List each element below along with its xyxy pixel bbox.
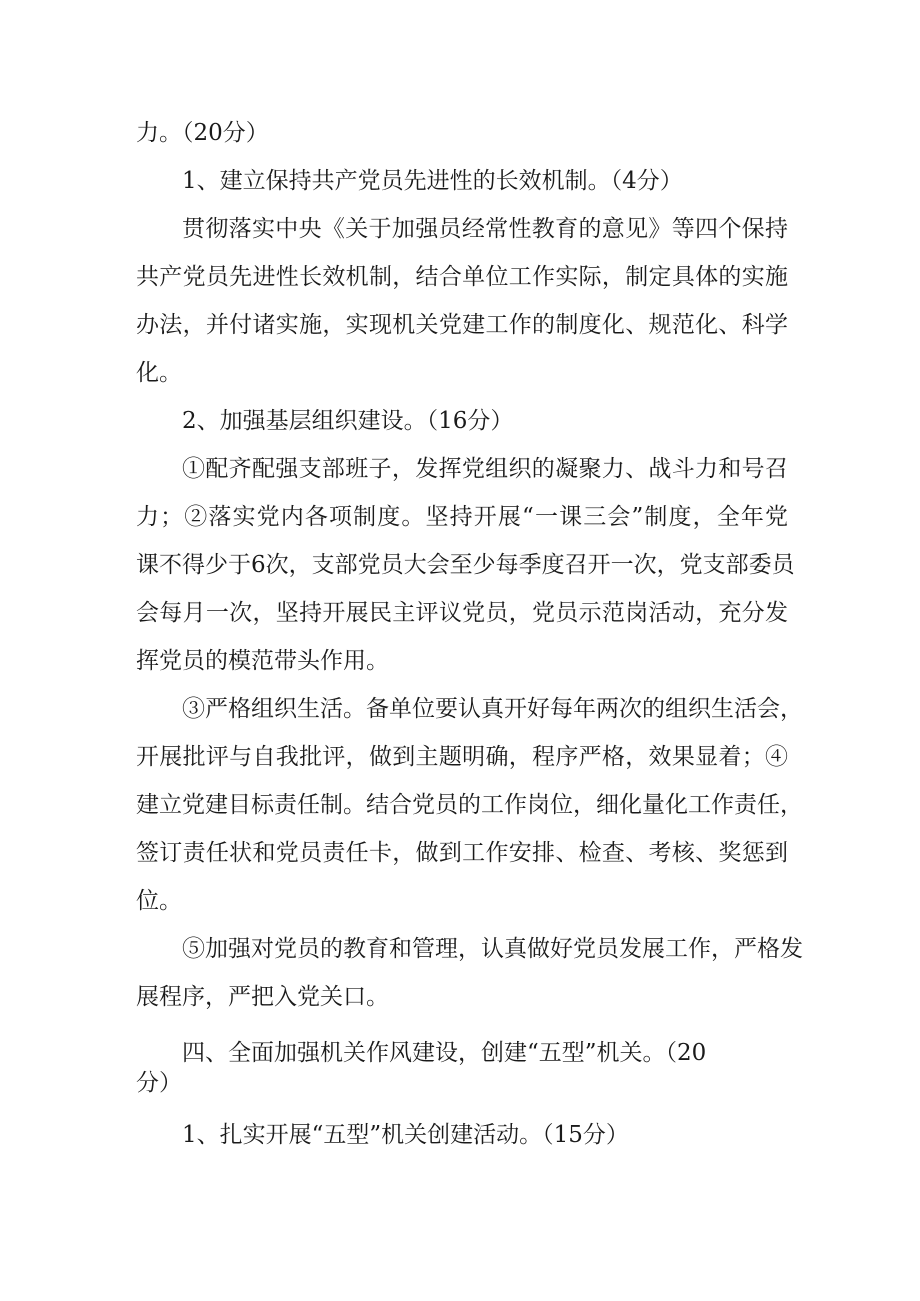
paragraph-line: 贯彻落实中央《关于加强员经常性教育的意见》等四个保持: [182, 216, 788, 242]
paragraph-line: 化。: [136, 360, 182, 386]
paragraph-line: 办法，并付诸实施，实现机关党建工作的制度化、规范化、科学: [136, 312, 788, 338]
paragraph-line: 建立党建目标责任制。结合党员的工作岗位，细化量化工作责任，: [136, 792, 803, 818]
paragraph-line: 力；②落实党内各项制度。坚持开展“一课三会”制度，全年党: [136, 504, 788, 530]
section-heading: 四、全面加强机关作风建设，创建“五型”机关。（20: [182, 1040, 707, 1066]
paragraph-line: 展程序，严把入党关口。: [136, 984, 389, 1010]
subheading-1: 1、建立保持共产党员先进性的长效机制。（4分）: [182, 168, 683, 194]
paragraph-line: ①配齐配强支部班子，发挥党组织的凝聚力、战斗力和号召: [182, 456, 788, 482]
paragraph-line: ⑤加强对党员的教育和管理，认真做好党员发展工作，严格发: [182, 936, 803, 962]
section-heading-cont: 分）: [136, 1070, 182, 1096]
paragraph-line: 共产党员先进性长效机制，结合单位工作实际，制定具体的实施: [136, 264, 788, 290]
subheading-2: 2、加强基层组织建设。（16分）: [182, 408, 514, 434]
paragraph-line: 位。: [136, 888, 182, 914]
paragraph-line: ③严格组织生活。备单位要认真开好每年两次的组织生活会，: [182, 696, 803, 722]
paragraph-line: 课不得少于6次，支部党员大会至少每季度召开一次，党支部委员: [136, 552, 795, 578]
paragraph-line: 开展批评与自我批评，做到主题明确，程序严格，效果显着；④: [136, 744, 788, 770]
paragraph-line: 签订责任状和党员责任卡，做到工作安排、检查、考核、奖惩到: [136, 840, 788, 866]
paragraph-line: 挥党员的模范带头作用。: [136, 648, 389, 674]
text-line: 力。（20分）: [136, 120, 269, 146]
subheading-3: 1、扎实开展“五型”机关创建活动。（15分）: [182, 1122, 629, 1148]
paragraph-line: 会每月一次，坚持开展民主评议党员，党员示范岗活动，充分发: [136, 600, 788, 626]
